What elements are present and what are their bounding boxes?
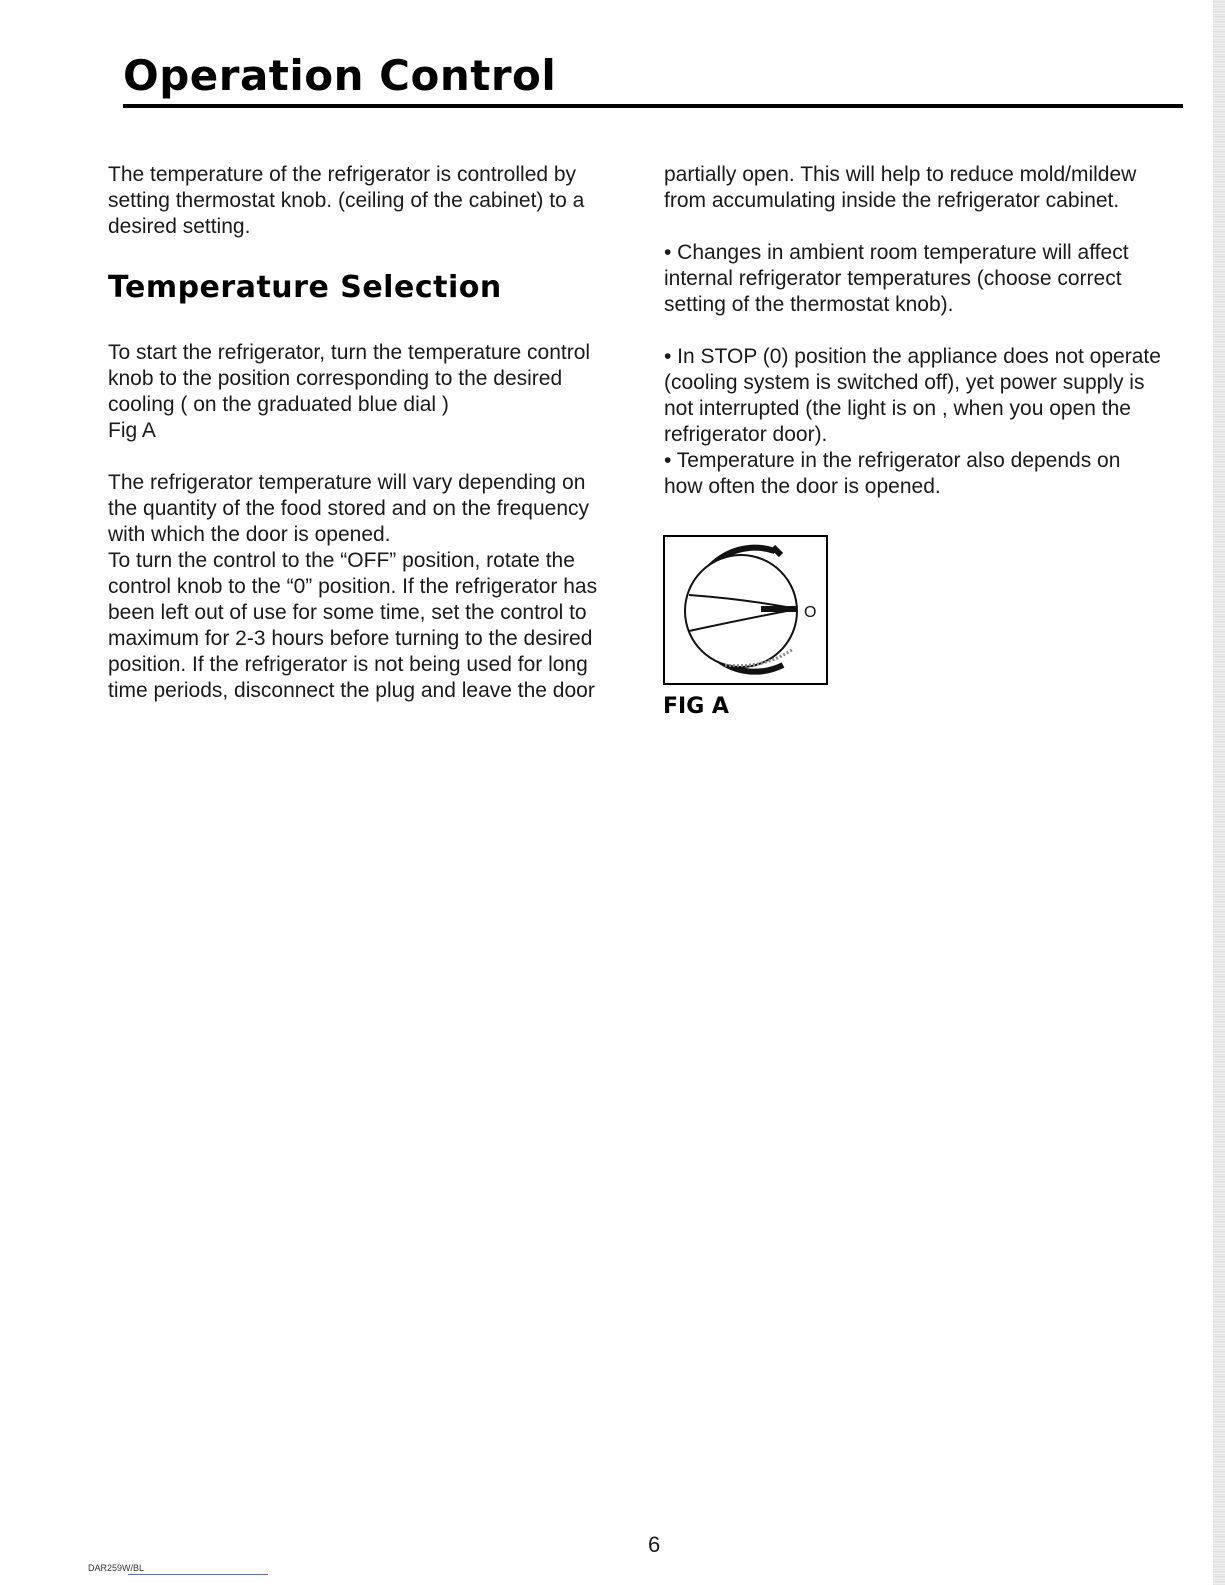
vary-paragraph: The refrigerator temperature will vary depending on the quantity of the food stored and on the frequency with which the door is opened. To turn the control to the “OFF” position, rotate the control knob to the “0” position. If the refrigerator has been left out of use for some time, set the control to maximum for 2-3 hours before turning to the desired position. If the refrigerator is not being used for long time periods, disconnect the plug and leave the door <box>108 471 598 702</box>
page-title: Operation Control <box>123 51 557 100</box>
title-underline <box>123 104 1183 108</box>
start-paragraph: To start the refrigerator, turn the temperature control knob to the position corresponding to the desired cooling ( on the graduated blue dial ) Fig A <box>108 341 591 442</box>
page-number: 6 <box>648 1532 661 1557</box>
thermostat-figure <box>663 535 828 685</box>
left-column <box>108 162 636 704</box>
bullet-stop: • In STOP (0) position the appliance does not operate (cooling system is switched off), yet power supply is not interrupted (the light is on , when you open the refrigerator door). <box>664 345 1161 446</box>
bullet-door: • Temperature in the refrigerator also depends on how often the door is opened. <box>664 449 1121 498</box>
right-column <box>664 162 1204 500</box>
footer-rule <box>128 1574 268 1575</box>
model-code: DAR259W/BL <box>88 1563 145 1573</box>
figure-caption: FIG A <box>663 694 729 719</box>
dial-arc-tip <box>773 547 781 555</box>
continued-paragraph: partially open. This will help to reduce mold/mildew from accumulating inside the refrigerator cabinet. <box>664 163 1137 212</box>
section-heading: Temperature Selection <box>108 270 502 305</box>
dial-zero-marker: O <box>804 604 817 621</box>
scan-edge-strip <box>1213 0 1225 1585</box>
thermostat-dial-icon <box>665 537 826 683</box>
bullet-ambient: • Changes in ambient room temperature will affect internal refrigerator temperatures (choose correct setting of the thermostat knob). <box>664 241 1129 316</box>
intro-paragraph: The temperature of the refrigerator is controlled by setting thermostat knob. (ceiling of the cabinet) to a desired setting. <box>108 163 585 238</box>
knob-indicator <box>761 606 797 612</box>
